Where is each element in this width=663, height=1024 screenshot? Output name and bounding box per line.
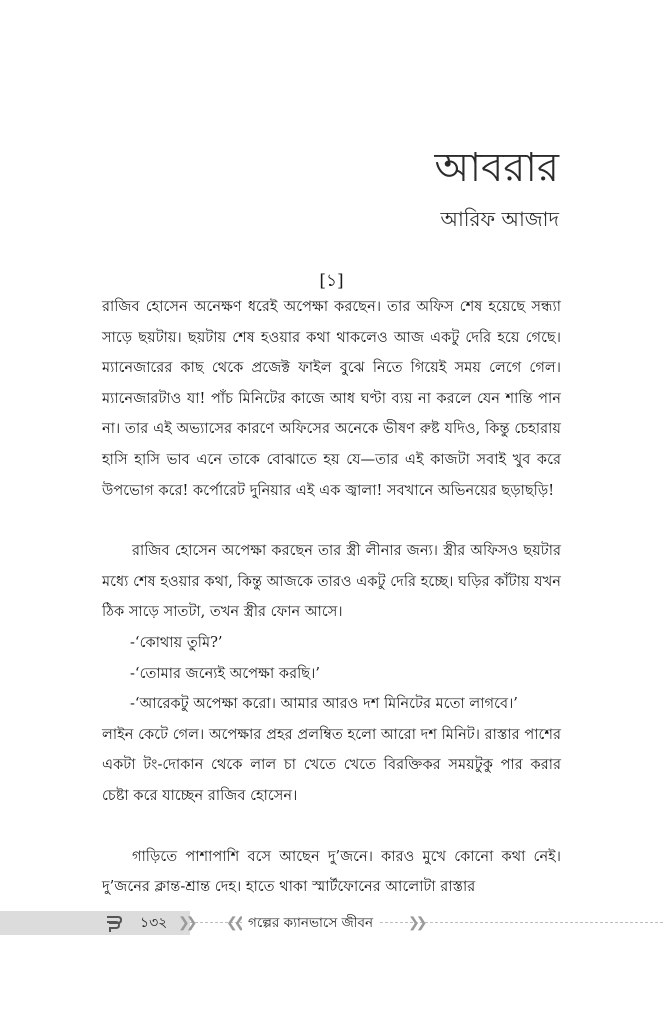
story-author: আরিফ আজাদ [440,207,559,231]
dialogue-line-1: -‘কোথায় তুমি?’ [130,633,223,651]
paragraph-gap [102,506,561,536]
dialogue-line-3: -‘আরেকটু অপেক্ষা করো। আমার আরও দশ মিনিটের মতো লাগবে।’ [130,695,518,713]
story-body [102,292,561,903]
page-footer [0,911,663,935]
book-title: গল্পের ক্যানভাসে জীবন [242,911,379,935]
publisher-logo-icon [104,913,124,933]
chapter-marker: [১] [319,271,344,291]
paragraph-gap [102,812,561,842]
paragraph-3: লাইন কেটে গেল। অপেক্ষার প্রহর প্রলম্বিত হলো আরো দশ মিনিট। রাস্তার পাশের একটা টং-দোকান থেকে লাল চা খেতে খেতে বিরক্তিকর সময়টুকু পার করার চেষ্টা করে যাচ্ছেন রাজিব হোসেন। [102,725,561,804]
page-number: ১৩২ [140,915,168,931]
paragraph-1: রাজিব হোসেন অনেক্ষণ ধরেই অপেক্ষা করছেন। তার অফিস শেষ হয়েছে সন্ধ্যা সাড়ে ছয়টায়। ছয়টায় শেষ হওয়ার কথা থাকলেও আজ একটু দেরি হয়ে গেছে। ম্যানেজারের কাছ থেকে প্রজেক্ট ফাইল বুঝে নিতে গিয়েই সময় লেগে গেল। ম্যানেজারটাও যা! পাঁচ মিনিটের কাজে আধ ঘণ্টা ব্যয় না করলে যেন শান্তি পান না। তার এই অভ্যাসের কারণে অফিসের অনেকে ভীষণ রুষ্ট যদিও, কিন্তু চেহারায় হাসি হাসি ভাব এনে তাকে বোঝাতে হয় যে—তার এই কাজটা সবাই খুব করে উপভোগ করে! কর্পোরেট দুনিয়ার এই এক জ্বালা! সবখানে অভিনয়ের ছড়াছড়ি! [102,298,561,499]
paragraph-2: রাজিব হোসেন অপেক্ষা করছেন তার স্ত্রী লীনার জন্য। স্ত্রীর অফিসও ছয়টার মধ্যে শেষ হওয়ার কথা, কিন্তু আজকে তারও একটু দেরি হচ্ছে। ঘড়ির কাঁটায় যখন ঠিক সাড়ে সাতটা, তখন স্ত্রীর ফোন আসে। [102,542,561,621]
chevron-left-icon: ❮❮ [226,915,242,931]
paragraph-4: গাড়িতে পাশাপাশি বসে আছেন দু’জনে। কারও মুখে কোনো কথা নেই। দু’জনের ক্লান্ত-শ্রান্ত দেহ। হাতে থাকা স্মার্টফোনের আলোটা রাস্তার [102,847,561,896]
chevron-right-icon: ❯❯ [408,915,424,931]
story-title: আবরার [434,145,559,191]
chevron-right-icon: ❯❯ [178,915,194,931]
dialogue-line-2: -‘তোমার জন্যেই অপেক্ষা করছি।’ [130,664,320,682]
